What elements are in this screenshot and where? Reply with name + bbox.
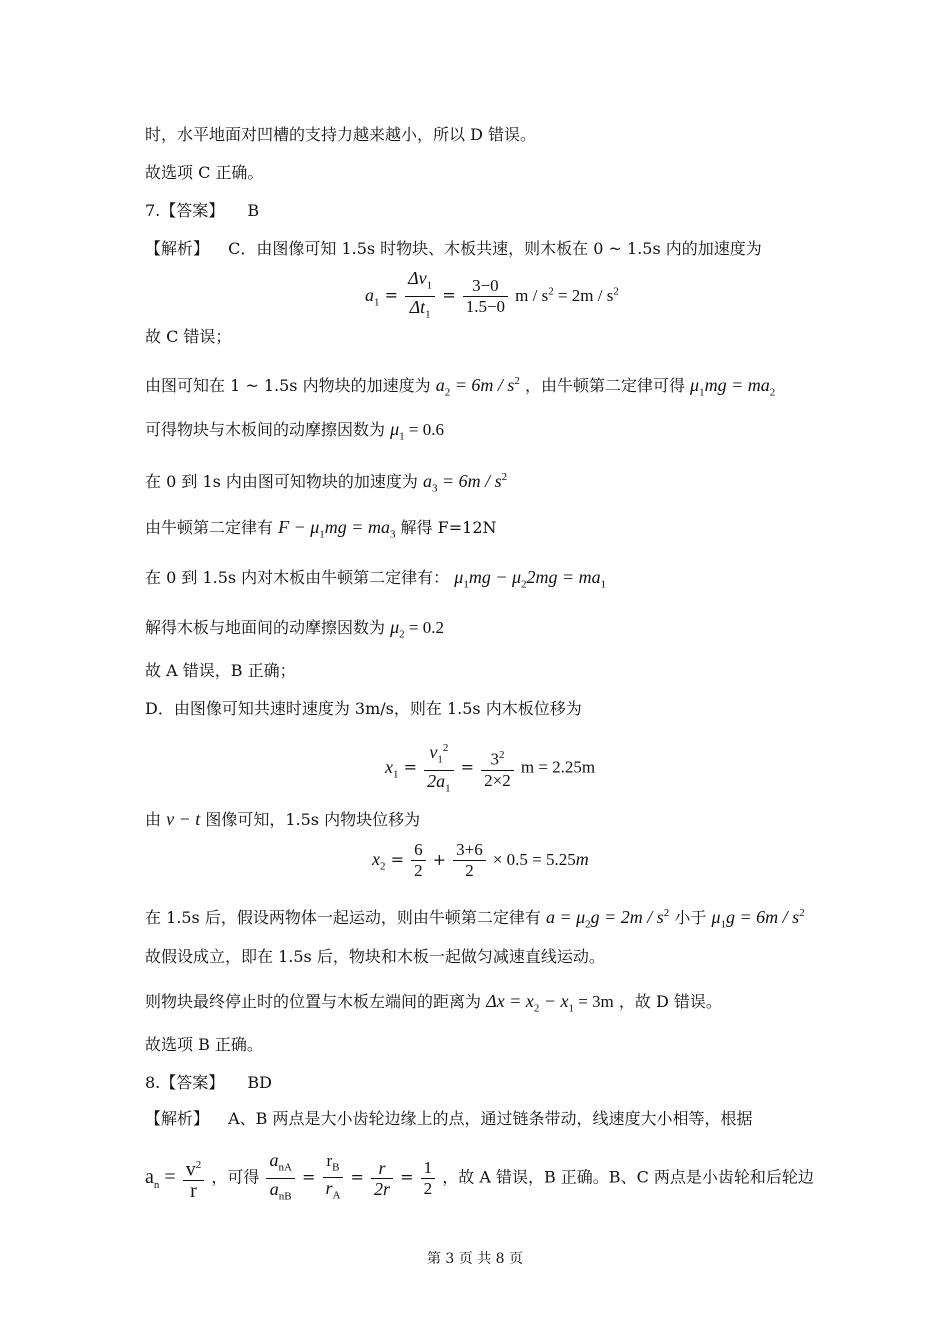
text-seg: 在 0 到 1.5s 内对木板由牛顿第二定律有：	[145, 568, 450, 587]
text-seg: ，故 D 错误。	[618, 992, 722, 1011]
text-line: 时，水平地面对凹槽的支持力越来越小，所以 D 错误。	[145, 125, 537, 144]
analysis-line	[145, 1108, 753, 1130]
text-seg: 图像可知，1.5s 内物块位移为	[205, 810, 421, 829]
text-seg: 可得物块与木板间的动摩擦因数为	[145, 420, 386, 439]
text-seg: 在 1.5s 后，假设两物体一起运动，则由牛顿第二定律有	[145, 908, 541, 927]
answer-value: BD	[247, 1073, 272, 1092]
text-line: 在 1.5s 后，假设两物体一起运动，则由牛顿第二定律有 $a = \mu_2g = 2m / s^2$ 小于 $\mu_1g = 6m / s^2$	[145, 907, 805, 931]
formula-x1: $x_1$ = $\frac{v_1^2}{2a_1}$ = $\frac{3^2}{2\times 2}$ m = 2.25m	[385, 738, 595, 798]
text-line: 在 0 到 1s 内由图可知物块的加速度为 $a_3 = 6m / s^2$	[145, 471, 508, 495]
text-seg: ，可得	[211, 1167, 260, 1187]
answer-label: 7.【答案】	[145, 201, 225, 220]
answer-line-8	[145, 1072, 272, 1094]
text-line: 在 0 到 1.5s 内对木板由牛顿第二定律有： $\mu_1mg - \mu_22mg = ma_1$	[145, 567, 607, 591]
text-line: 解得木板与地面间的动摩擦因数为 $\mu_2 = 0.2$	[145, 617, 444, 641]
formula-x2: $x_2$ = $\frac{6}{2}$ + $\frac{3+6}{2}$ × 0.5 = 5.25m	[372, 840, 589, 880]
text-seg: ，故 A 错误，B 正确。B、C 两点是小齿轮和后轮边	[442, 1167, 814, 1187]
text-line: D．由图像可知共速时速度为 3m/s，则在 1.5s 内木板位移为	[145, 699, 582, 718]
page-footer: 第 3 页 共 8 页	[426, 1251, 524, 1267]
text-line: 故选项 C 正确。	[145, 163, 264, 182]
text-seg: 解得木板与地面间的动摩擦因数为	[145, 618, 386, 637]
text-line: 故假设成立，即在 1.5s 后，物块和木板一起做匀减速直线运动。	[145, 947, 605, 966]
text-line: 故 C 错误；	[145, 327, 232, 346]
answer-label: 8.【答案】	[145, 1073, 225, 1092]
analysis-text: C．由图像可知 1.5s 时物块、木板共速，则木板在 0 ~ 1.5s 内的加速度为	[228, 239, 762, 258]
formula-a1: $a_1$ = $\frac{\Delta v_1}{\Delta t_1}$ = $\frac{3-0}{1.5-0}$ $m / s^2 = 2m / s^2$	[365, 268, 619, 321]
text-seg: 则物块最终停止时的位置与木板左端间的距离为	[145, 992, 482, 1011]
text-seg: 由	[145, 810, 162, 829]
text-line: 可得物块与木板间的动摩擦因数为 $\mu_1 = 0.6$	[145, 419, 444, 443]
analysis-text: A、B 两点是大小齿轮边缘上的点，通过链条带动，线速度大小相等，根据	[228, 1109, 753, 1128]
analysis-tag: 【解析】	[145, 239, 210, 258]
answer-line-7	[145, 200, 259, 222]
text-line: 则物块最终停止时的位置与木板左端间的距离为 $\Delta x = x_2 - x_1 = 3m$ ，故 D 错误。	[145, 991, 722, 1015]
text-line: 故 A 错误，B 正确；	[145, 661, 296, 680]
text-line: 由 v − t 图像可知，1.5s 内物块位移为	[145, 809, 421, 829]
text-line: $a_n$ = $\frac{v^2}{r}$ ，可得 $\frac{a_{nA}}{a_{nB}}$ = $\frac{r_B}{r_A}$ = $\frac{r}{2r}$ = $\frac{1}{2}$ ，故 A 错误，B 正确。B、C 两点是小齿轮和后轮边	[145, 1150, 814, 1203]
text-seg: 解得 F=12N	[400, 518, 497, 537]
text-line: 由图可知在 1 ~ 1.5s 内物块的加速度为 $a_2 = 6m / s^2$ ，由牛顿第二定律可得 $\mu_1mg = ma_2$	[145, 375, 776, 399]
text-seg: 由图可知在 1 ~ 1.5s 内物块的加速度为	[145, 376, 431, 395]
text-line: 故选项 B 正确。	[145, 1035, 263, 1054]
text-line: 由牛顿第二定律有 $F - \mu_1mg = ma_3$ 解得 F=12N	[145, 517, 497, 541]
analysis-tag: 【解析】	[145, 1109, 210, 1128]
text-seg: 小于	[674, 908, 707, 927]
text-seg: 由牛顿第二定律有	[145, 518, 274, 537]
answer-value: B	[247, 201, 260, 220]
text-seg: 在 0 到 1s 内由图可知物块的加速度为	[145, 472, 418, 491]
text-seg: ，由牛顿第二定律可得	[524, 376, 685, 395]
analysis-line	[145, 238, 762, 260]
